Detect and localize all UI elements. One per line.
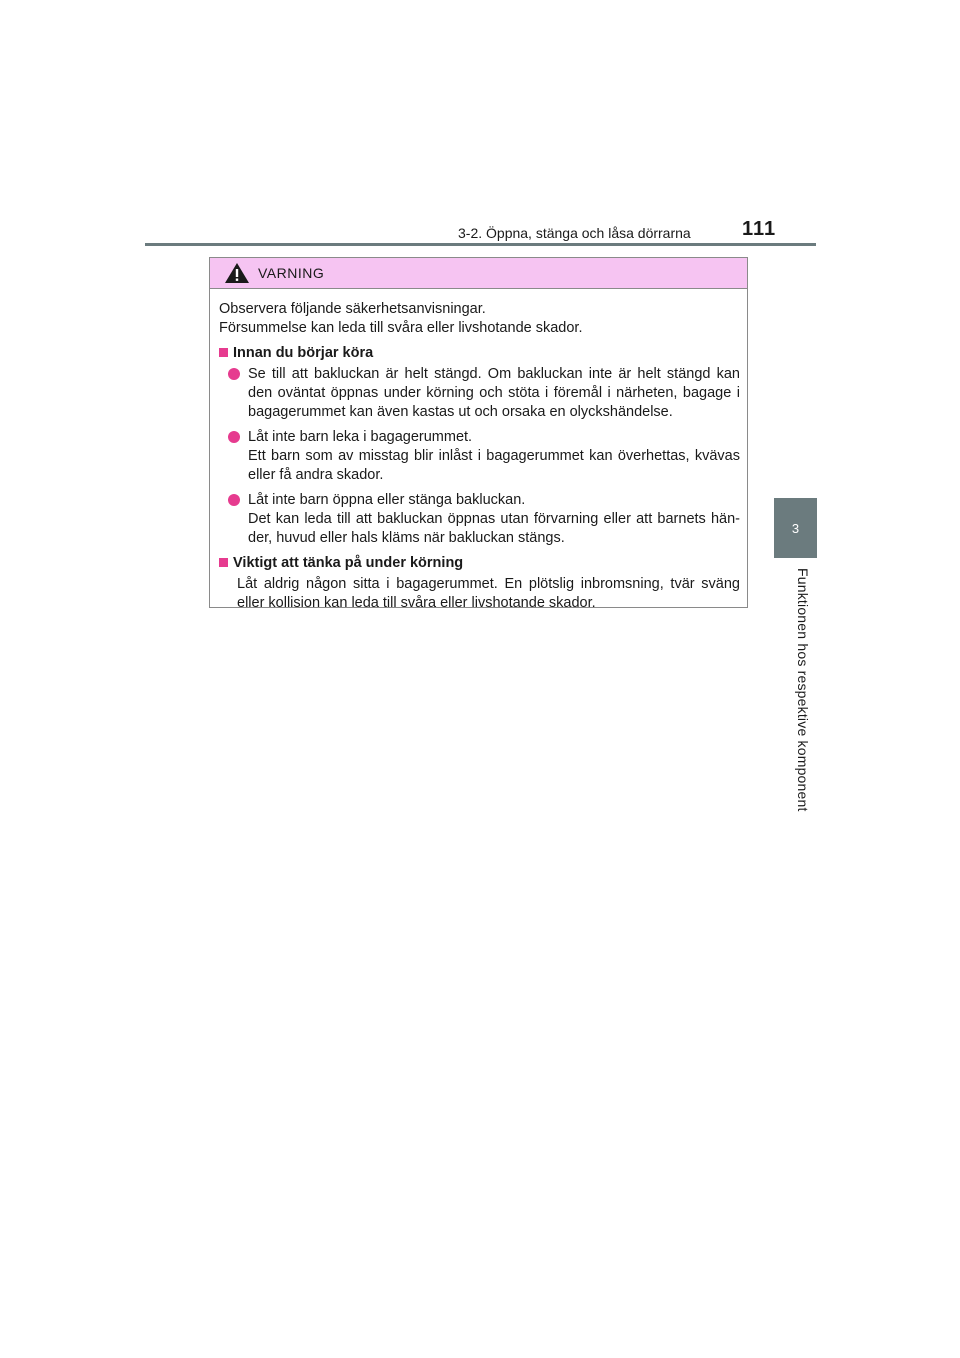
section-heading [219,344,740,363]
list-item-text: Låt inte barn leka i bagagerummet. [248,429,473,445]
chapter-label: Funktionen hos respektive komponent [795,568,811,812]
warning-intro [219,300,740,338]
section-title: 3-2. Öppna, stänga och låsa dörrarna [458,225,691,241]
list-item [228,428,740,485]
page-number: 111 [742,218,777,240]
section-paragraph: Låt aldrig någon sitta i bagagerummet. En plötslig inbromsning, tvär sväng eller kollision kan leda till svåra eller livshotande skador. [237,576,740,611]
section-heading-text: Viktigt att tänka på under körning [233,555,464,571]
square-bullet-icon [219,558,228,567]
list-item-text: Se till att bakluckan är helt stängd. Om bakluckan inte är helt stängd kan den oväntat öppnas under körning och stöta i föremål i närheten, bagage i bagagerummet kan även kastas ut och orsaka en olyckshändelse. [248,366,740,420]
round-bullet-icon [228,494,240,506]
chapter-number: 3 [791,520,800,536]
warning-body [210,289,747,613]
intro-line: Försummelse kan leda till svåra eller livshotande skador. [219,320,583,336]
list-item-text: Ett barn som av misstag blir inlåst i bagagerummet kan överhettas, kvävas eller få andra skador. [248,448,740,483]
warning-header [210,258,747,289]
section-heading-text: Innan du börjar köra [233,345,374,361]
square-bullet-icon [219,348,228,357]
round-bullet-icon [228,368,240,380]
list-item [228,365,740,422]
warning-title: VARNING [258,265,325,281]
warning-triangle-icon [224,262,250,284]
list-item [228,491,740,548]
intro-line: Observera följande säkerhetsanvisningar. [219,301,486,317]
header-divider [145,243,816,246]
chapter-tab [774,498,817,558]
round-bullet-icon [228,431,240,443]
warning-box [209,257,748,611]
list-item-text: Det kan leda till att bakluckan öppnas utan förvarning eller att barnets hän-der, huvud eller hals kläms när bakluckan stängs. [248,511,740,546]
list-item-text: Låt inte barn öppna eller stänga bakluckan. [248,492,526,508]
section-heading [219,554,740,573]
